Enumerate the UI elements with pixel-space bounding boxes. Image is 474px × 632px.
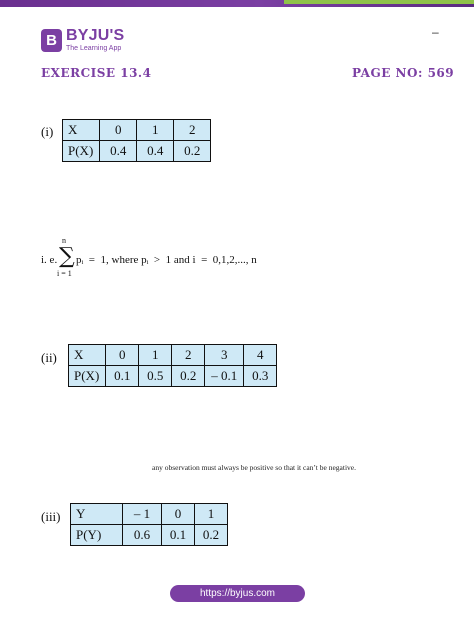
table-cell: 0.3	[244, 366, 277, 387]
website-link-button[interactable]: https://byjus.com	[170, 585, 305, 602]
table-cell: 0.1	[106, 366, 139, 387]
table-cell: – 1	[123, 504, 162, 525]
part-iii-label: (iii)	[41, 509, 61, 524]
formula-ie: i. e.	[41, 254, 58, 266]
top-accent-bar	[284, 0, 474, 4]
table-row	[63, 141, 211, 162]
table-cell: 3	[205, 345, 244, 366]
table-cell: 4	[244, 345, 277, 366]
table-cell: 0.6	[123, 525, 162, 546]
table-cell: 0.2	[195, 525, 228, 546]
exercise-title: EXERCISE 13.4	[41, 66, 152, 80]
formula-body: pᵢ = 1, where pᵢ > 1 and i = 0,1,2,..., n	[76, 254, 257, 266]
table-cell: 2	[174, 120, 211, 141]
table-row	[71, 504, 228, 525]
byjus-logo	[41, 28, 124, 52]
logo-text	[66, 28, 124, 52]
table-cell: 0.2	[172, 366, 205, 387]
sum-upper-limit: n	[62, 236, 66, 245]
table-cell: Y	[71, 504, 123, 525]
table-row	[71, 525, 228, 546]
table-cell: P(X)	[63, 141, 100, 162]
table-cell: 0.4	[137, 141, 174, 162]
table-cell: X	[63, 120, 100, 141]
byjus-logo-icon: B	[41, 29, 62, 52]
table-cell: – 0.1	[205, 366, 244, 387]
table-cell: P(X)	[69, 366, 106, 387]
table-cell: 1	[195, 504, 228, 525]
part-ii-label: (ii)	[41, 350, 57, 365]
table-row	[63, 120, 211, 141]
probability-sum-formula	[41, 236, 281, 280]
table-cell: 0.1	[162, 525, 195, 546]
part-iii-table	[70, 503, 228, 546]
positivity-note: any observation must always be positive so that it can’t be negative.	[152, 463, 356, 472]
table-cell: 2	[172, 345, 205, 366]
brand-tagline: The Learning App	[66, 45, 122, 52]
table-row	[69, 366, 277, 387]
table-cell: X	[69, 345, 106, 366]
table-cell: 1	[139, 345, 172, 366]
part-i-table	[62, 119, 211, 162]
brand-name: BYJU'S	[66, 27, 125, 44]
table-cell: 0	[162, 504, 195, 525]
page-number: PAGE NO: 569	[352, 66, 455, 80]
part-ii-table	[68, 344, 277, 387]
table-cell: 0.2	[174, 141, 211, 162]
sum-lower-limit: i = 1	[57, 269, 72, 278]
summation-symbol: ∑	[59, 244, 75, 269]
table-cell: P(Y)	[71, 525, 123, 546]
part-i-label: (i)	[41, 124, 54, 139]
table-cell: 0	[106, 345, 139, 366]
table-cell: 1	[137, 120, 174, 141]
table-cell: 0.5	[139, 366, 172, 387]
header-dash: –	[432, 25, 439, 39]
table-cell: 0.4	[100, 141, 137, 162]
table-cell: 0	[100, 120, 137, 141]
table-row	[69, 345, 277, 366]
